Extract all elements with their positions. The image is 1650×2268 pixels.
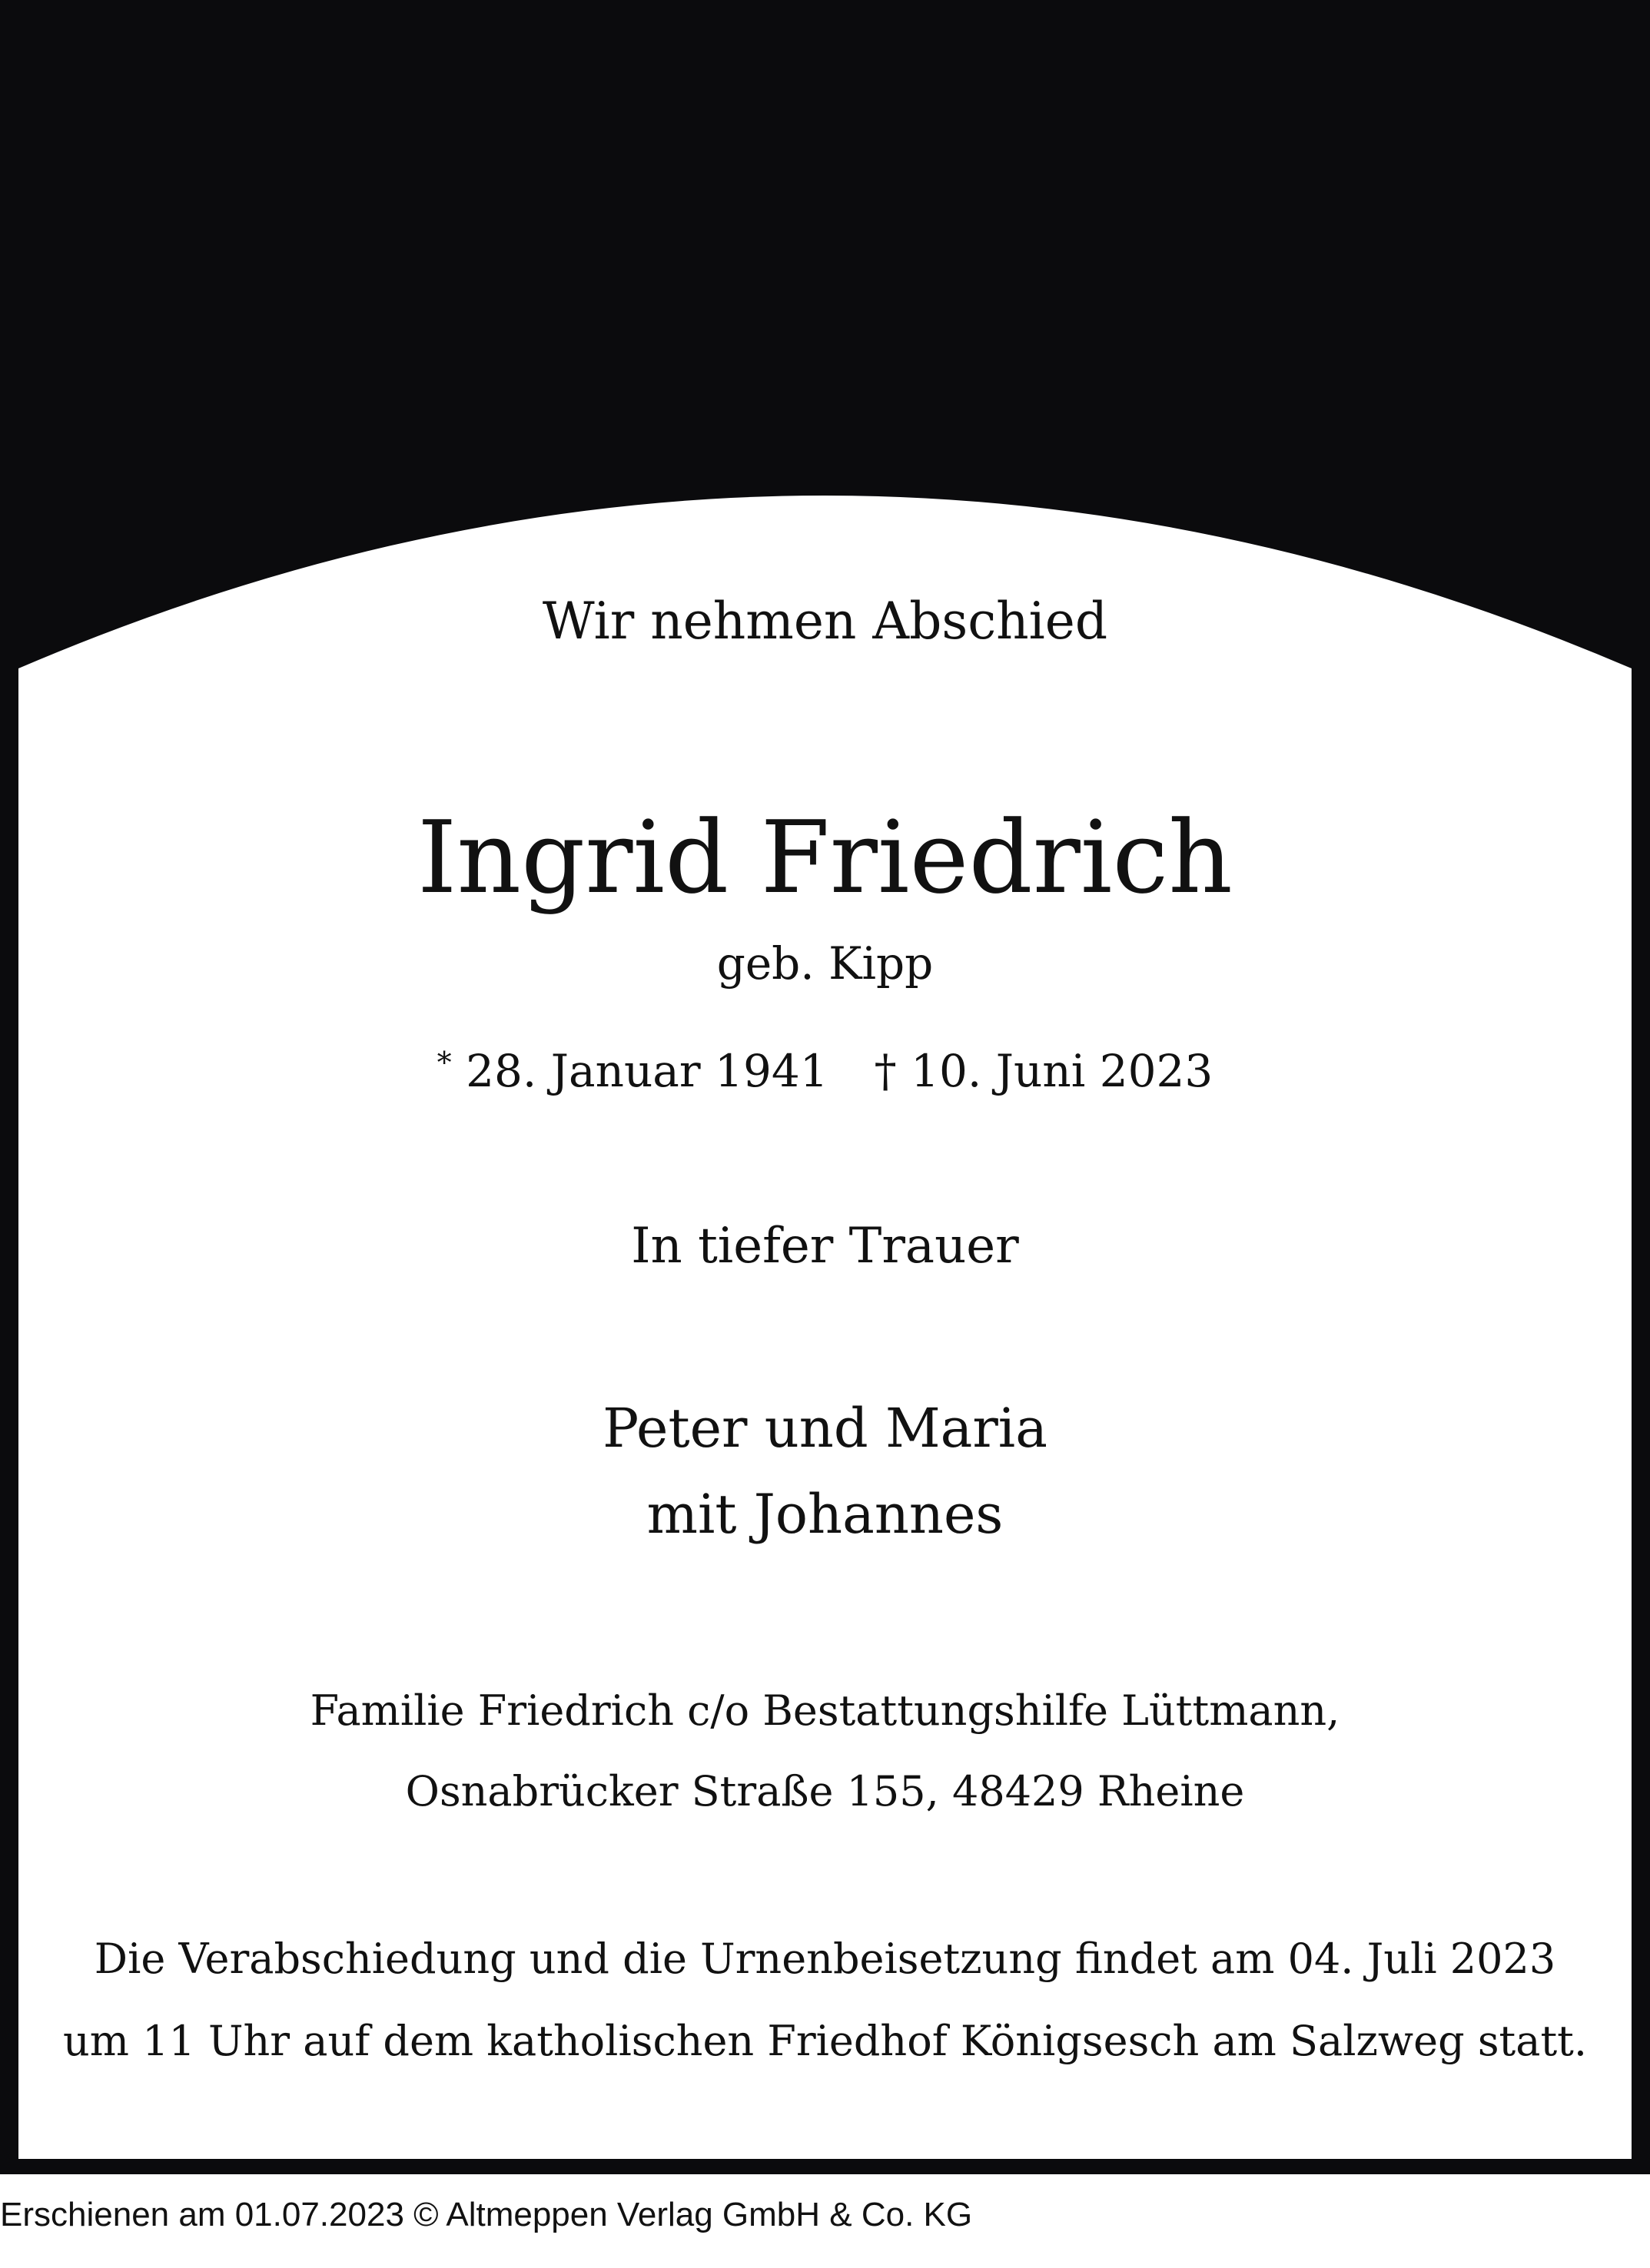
contact-address-line-1: Familie Friedrich c/o Bestattungshilfe Lüttmann, bbox=[310, 1686, 1340, 1735]
notice-content bbox=[18, 461, 1632, 2159]
birth-date: 28. Januar 1941 bbox=[466, 1045, 828, 1097]
publication-credit: Erschienen am 01.07.2023 © Altmeppen Verlag GmbH & Co. KG bbox=[0, 2196, 973, 2233]
deceased-name: Ingrid Friedrich bbox=[417, 799, 1233, 916]
contact-address-line-2: Osnabrücker Straße 155, 48429 Rheine bbox=[405, 1767, 1245, 1815]
ceremony-line-1: Die Verabschiedung und die Urnenbeisetzung findet am 04. Juli 2023 bbox=[94, 1935, 1556, 1983]
intro-text: Wir nehmen Abschied bbox=[542, 592, 1108, 651]
death-date: † 10. Juni 2023 bbox=[874, 1045, 1213, 1097]
maiden-name: geb. Kipp bbox=[716, 937, 934, 990]
ceremony-line-2: um 11 Uhr auf dem katholischen Friedhof Königsesch am Salzweg statt. bbox=[62, 2017, 1588, 2065]
mourning-text: In tiefer Trauer bbox=[631, 1218, 1019, 1275]
mourners-line-1: Peter und Maria bbox=[603, 1397, 1047, 1460]
birth-star-icon: * bbox=[437, 1046, 452, 1079]
mourners-line-2: mit Johannes bbox=[646, 1483, 1004, 1546]
life-dates bbox=[18, 1045, 1632, 1097]
